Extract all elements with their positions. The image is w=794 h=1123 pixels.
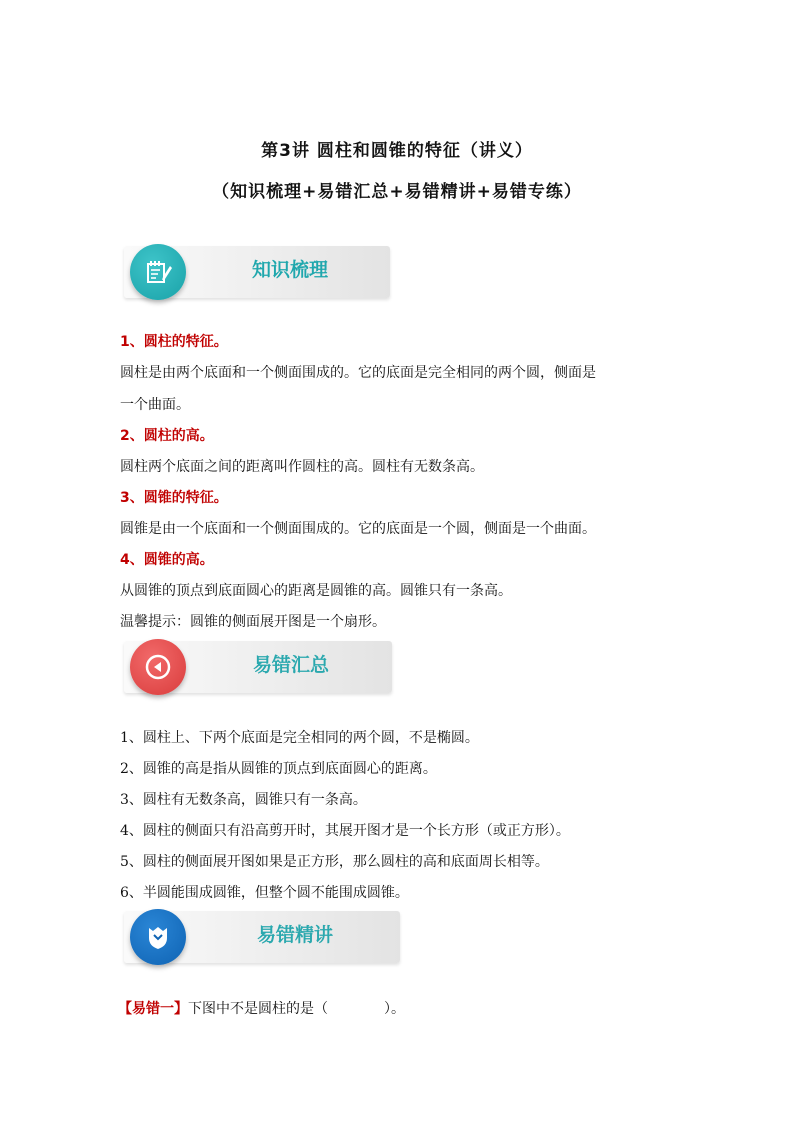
- knowledge-heading-1: 1、圆柱的特征。: [120, 334, 228, 350]
- list-item: 1、圆柱上、下两个底面是完全相同的两个圆，不是椭圆。: [120, 730, 479, 746]
- example-question: [118, 998, 405, 1018]
- knowledge-text: 圆锥是由一个底面和一个侧面围成的。它的底面是一个圆，侧面是一个曲面。: [120, 521, 596, 537]
- knowledge-heading-3: 3、圆锥的特征。: [120, 490, 228, 506]
- knowledge-text: 一个曲面。: [120, 397, 190, 413]
- knowledge-heading-2: 2、圆柱的高。: [120, 428, 214, 444]
- section-banner-errors-explained: [124, 911, 400, 963]
- section-banner-label: 易错汇总: [252, 654, 329, 676]
- section-banner-label: 易错精讲: [256, 924, 333, 946]
- knowledge-text: 从圆锥的顶点到底面圆心的距离是圆锥的高。圆锥只有一条高。: [120, 583, 512, 599]
- list-item: 6、半圆能围成圆锥，但整个圆不能围成圆锥。: [120, 885, 409, 901]
- knowledge-heading-4: 4、圆锥的高。: [120, 552, 214, 568]
- section-banner-label: 知识梳理: [251, 259, 328, 281]
- back-arrow-circle-icon: [130, 639, 186, 695]
- page-title: 第3讲 圆柱和圆锥的特征（讲义）: [261, 141, 533, 161]
- list-item: 2、圆锥的高是指从圆锥的顶点到底面圆心的距离。: [120, 761, 437, 777]
- section-banner-errors-summary: [124, 641, 392, 693]
- section-banner-knowledge: [124, 246, 390, 298]
- page-subtitle: （知识梳理+易错汇总+易错精讲+易错专练）: [212, 182, 582, 202]
- example-tag: 【易错一】: [118, 1001, 188, 1017]
- list-item: 4、圆柱的侧面只有沿高剪开时，其展开图才是一个长方形（或正方形）。: [120, 823, 570, 839]
- example-text: 下图中不是圆柱的是（ ）。: [188, 1001, 405, 1017]
- knowledge-text: 圆柱两个底面之间的距离叫作圆柱的高。圆柱有无数条高。: [120, 459, 484, 475]
- knowledge-text: 圆柱是由两个底面和一个侧面围成的。它的底面是完全相同的两个圆，侧面是: [120, 365, 596, 381]
- notepad-pencil-icon: [130, 244, 186, 300]
- knowledge-tip: 温馨提示：圆锥的侧面展开图是一个扇形。: [120, 614, 386, 630]
- shield-icon: [130, 909, 186, 965]
- list-item: 3、圆柱有无数条高，圆锥只有一条高。: [120, 792, 367, 808]
- list-item: 5、圆柱的侧面展开图如果是正方形，那么圆柱的高和底面周长相等。: [120, 854, 549, 870]
